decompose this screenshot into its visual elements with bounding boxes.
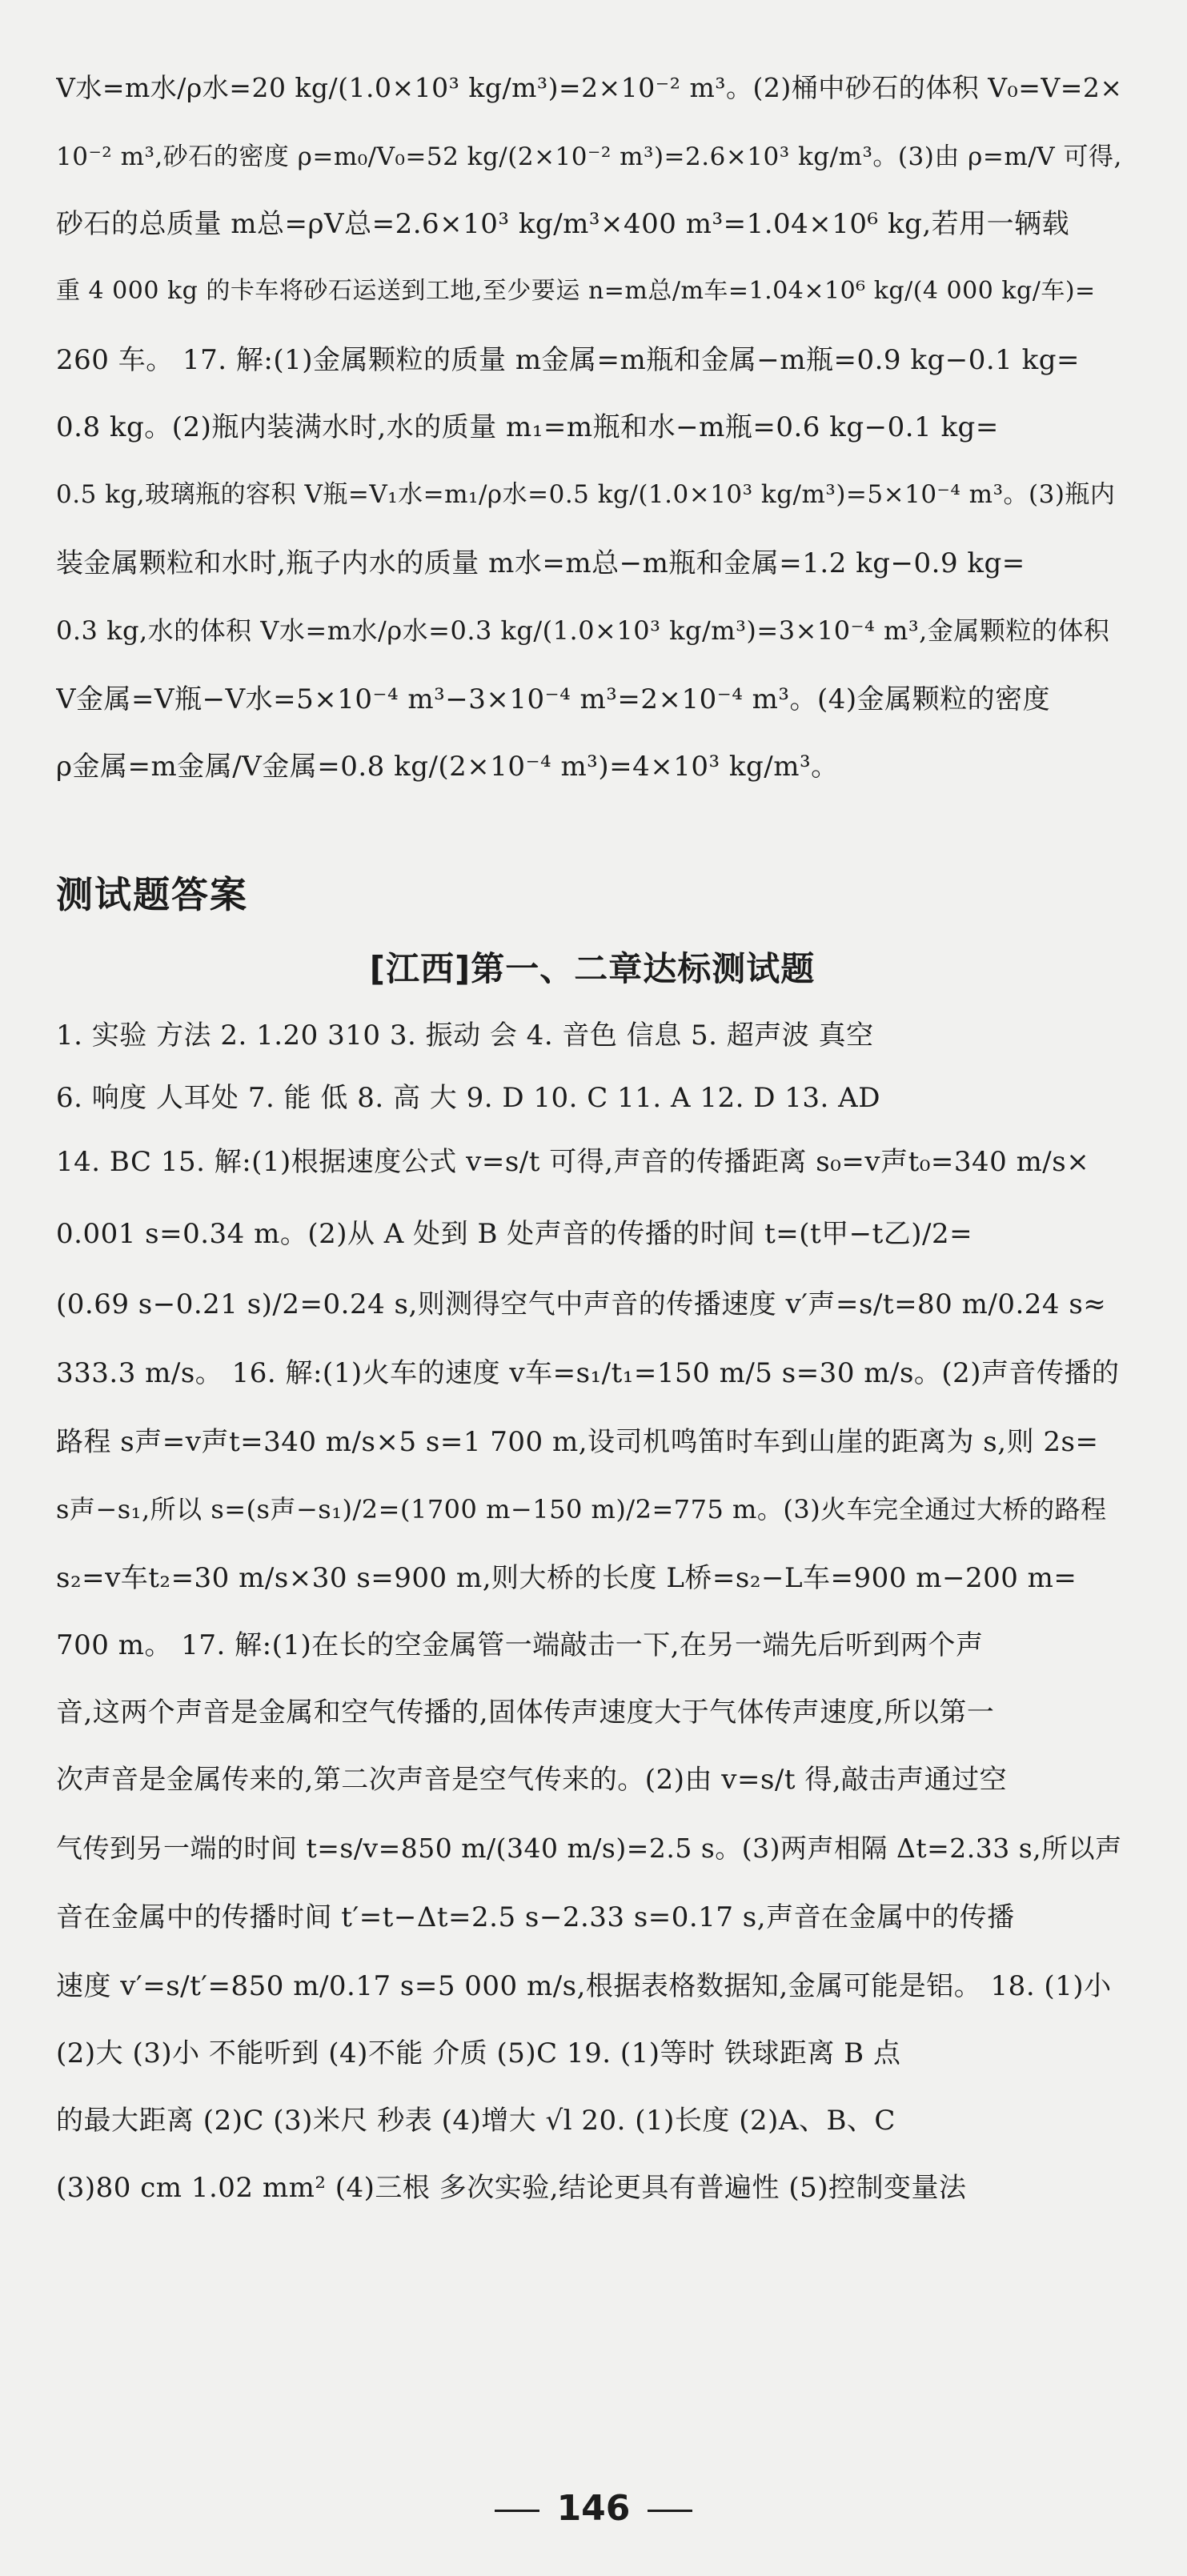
text-line: 0.3 kg,水的体积 V水=m水/ρ水=0.3 kg/(1.0×10³ kg/m³)=3×10⁻⁴ m³,金属颗粒的体积 (56, 615, 1110, 646)
footer-dash-left (495, 2510, 539, 2512)
answer-line: 路程 s声=v声t=340 m/s×5 s=1 700 m,设司机鸣笛时车到山崖的距离为 s,则 2s= (56, 1426, 1099, 1458)
text-line: 装金属颗粒和水时,瓶子内水的质量 m水=m总−m瓶和金属=1.2 kg−0.9 kg= (56, 547, 1025, 579)
answer-line: 6. 响度 人耳处 7. 能 低 8. 高 大 9. D 10. C 11. A 12. D 13. AD (56, 1082, 880, 1114)
page-number: 146 (556, 2488, 631, 2529)
answer-line: 0.001 s=0.34 m。(2)从 A 处到 B 处声音的传播的时间 t=(t甲−t乙)/2= (56, 1218, 973, 1250)
answer-line: 的最大距离 (2)C (3)米尺 秒表 (4)增大 √l 20. (1)长度 (2)A、B、C (56, 2105, 896, 2137)
answer-line: 700 m。 17. 解:(1)在长的空金属管一端敲击一下,在另一端先后听到两个声 (56, 1629, 984, 1661)
answer-line: 1. 实验 方法 2. 1.20 310 3. 振动 会 4. 音色 信息 5. 超声波 真空 (56, 1020, 874, 1052)
answer-line: (2)大 (3)小 不能听到 (4)不能 介质 (5)C 19. (1)等时 铁球距离 B 点 (56, 2037, 901, 2069)
page-footer (0, 2489, 1187, 2529)
answer-line: 333.3 m/s。 16. 解:(1)火车的速度 v车=s₁/t₁=150 m/5 s=30 m/s。(2)声音传播的 (56, 1357, 1120, 1389)
answer-line: 气传到另一端的时间 t=s/v=850 m/(340 m/s)=2.5 s。(3)两声相隔 Δt=2.33 s,所以声 (56, 1833, 1122, 1864)
text-line: 0.5 kg,玻璃瓶的容积 V瓶=V₁水=m₁/ρ水=0.5 kg/(1.0×10³ kg/m³)=5×10⁻⁴ m³。(3)瓶内 (56, 480, 1116, 509)
answer-line: s声−s₁,所以 s=(s声−s₁)/2=(1700 m−150 m)/2=775 m。(3)火车完全通过大桥的路程 (56, 1494, 1107, 1524)
text-line: V金属=V瓶−V水=5×10⁻⁴ m³−3×10⁻⁴ m³=2×10⁻⁴ m³。(4)金属颗粒的密度 (56, 683, 1051, 715)
answer-line: 14. BC 15. 解:(1)根据速度公式 v=s/t 可得,声音的传播距离 s₀=v声t₀=340 m/s× (56, 1146, 1090, 1178)
footer-dash-right (648, 2510, 692, 2512)
answer-line: 速度 v′=s/t′=850 m/0.17 s=5 000 m/s,根据表格数据知,金属可能是铝。 18. (1)小 (56, 1970, 1112, 2002)
answer-line: 次声音是金属传来的,第二次声音是空气传来的。(2)由 v=s/t 得,敲击声通过空 (56, 1764, 1008, 1796)
text-line: 260 车。 17. 解:(1)金属颗粒的质量 m金属=m瓶和金属−m瓶=0.9 kg−0.1 kg= (56, 344, 1080, 376)
answer-line: s₂=v车t₂=30 m/s×30 s=900 m,则大桥的长度 L桥=s₂−L车=900 m−200 m= (56, 1562, 1077, 1594)
answer-line: (3)80 cm 1.02 mm² (4)三根 多次实验,结论更具有普遍性 (5)控制变量法 (56, 2172, 967, 2204)
text-line: ρ金属=m金属/V金属=0.8 kg/(2×10⁻⁴ m³)=4×10³ kg/m³。 (56, 751, 839, 783)
text-line: 10⁻² m³,砂石的密度 ρ=m₀/V₀=52 kg/(2×10⁻² m³)=2.6×10³ kg/m³。(3)由 ρ=m/V 可得, (56, 142, 1122, 171)
test-title: [江西]第一、二章达标测试题 (369, 949, 816, 988)
answer-line: (0.69 s−0.21 s)/2=0.24 s,则测得空气中声音的传播速度 v′声=s/t=80 m/0.24 s≈ (56, 1288, 1107, 1320)
text-line: 0.8 kg。(2)瓶内装满水时,水的质量 m₁=m瓶和水−m瓶=0.6 kg−0.1 kg= (56, 411, 999, 443)
section-title: 测试题答案 (56, 873, 248, 916)
text-line: 砂石的总质量 m总=ρV总=2.6×10³ kg/m³×400 m³=1.04×10⁶ kg,若用一辆载 (56, 208, 1070, 240)
text-line: 重 4 000 kg 的卡车将砂石运送到工地,至少要运 n=m总/m车=1.04×10⁶ kg/(4 000 kg/车)= (56, 277, 1096, 305)
answer-line: 音,这两个声音是金属和空气传播的,固体传声速度大于气体传声速度,所以第一 (56, 1697, 995, 1729)
text-line: V水=m水/ρ水=20 kg/(1.0×10³ kg/m³)=2×10⁻² m³。(2)桶中砂石的体积 V₀=V=2× (56, 72, 1123, 103)
answer-line: 音在金属中的传播时间 t′=t−Δt=2.5 s−2.33 s=0.17 s,声音在金属中的传播 (56, 1901, 1015, 1933)
